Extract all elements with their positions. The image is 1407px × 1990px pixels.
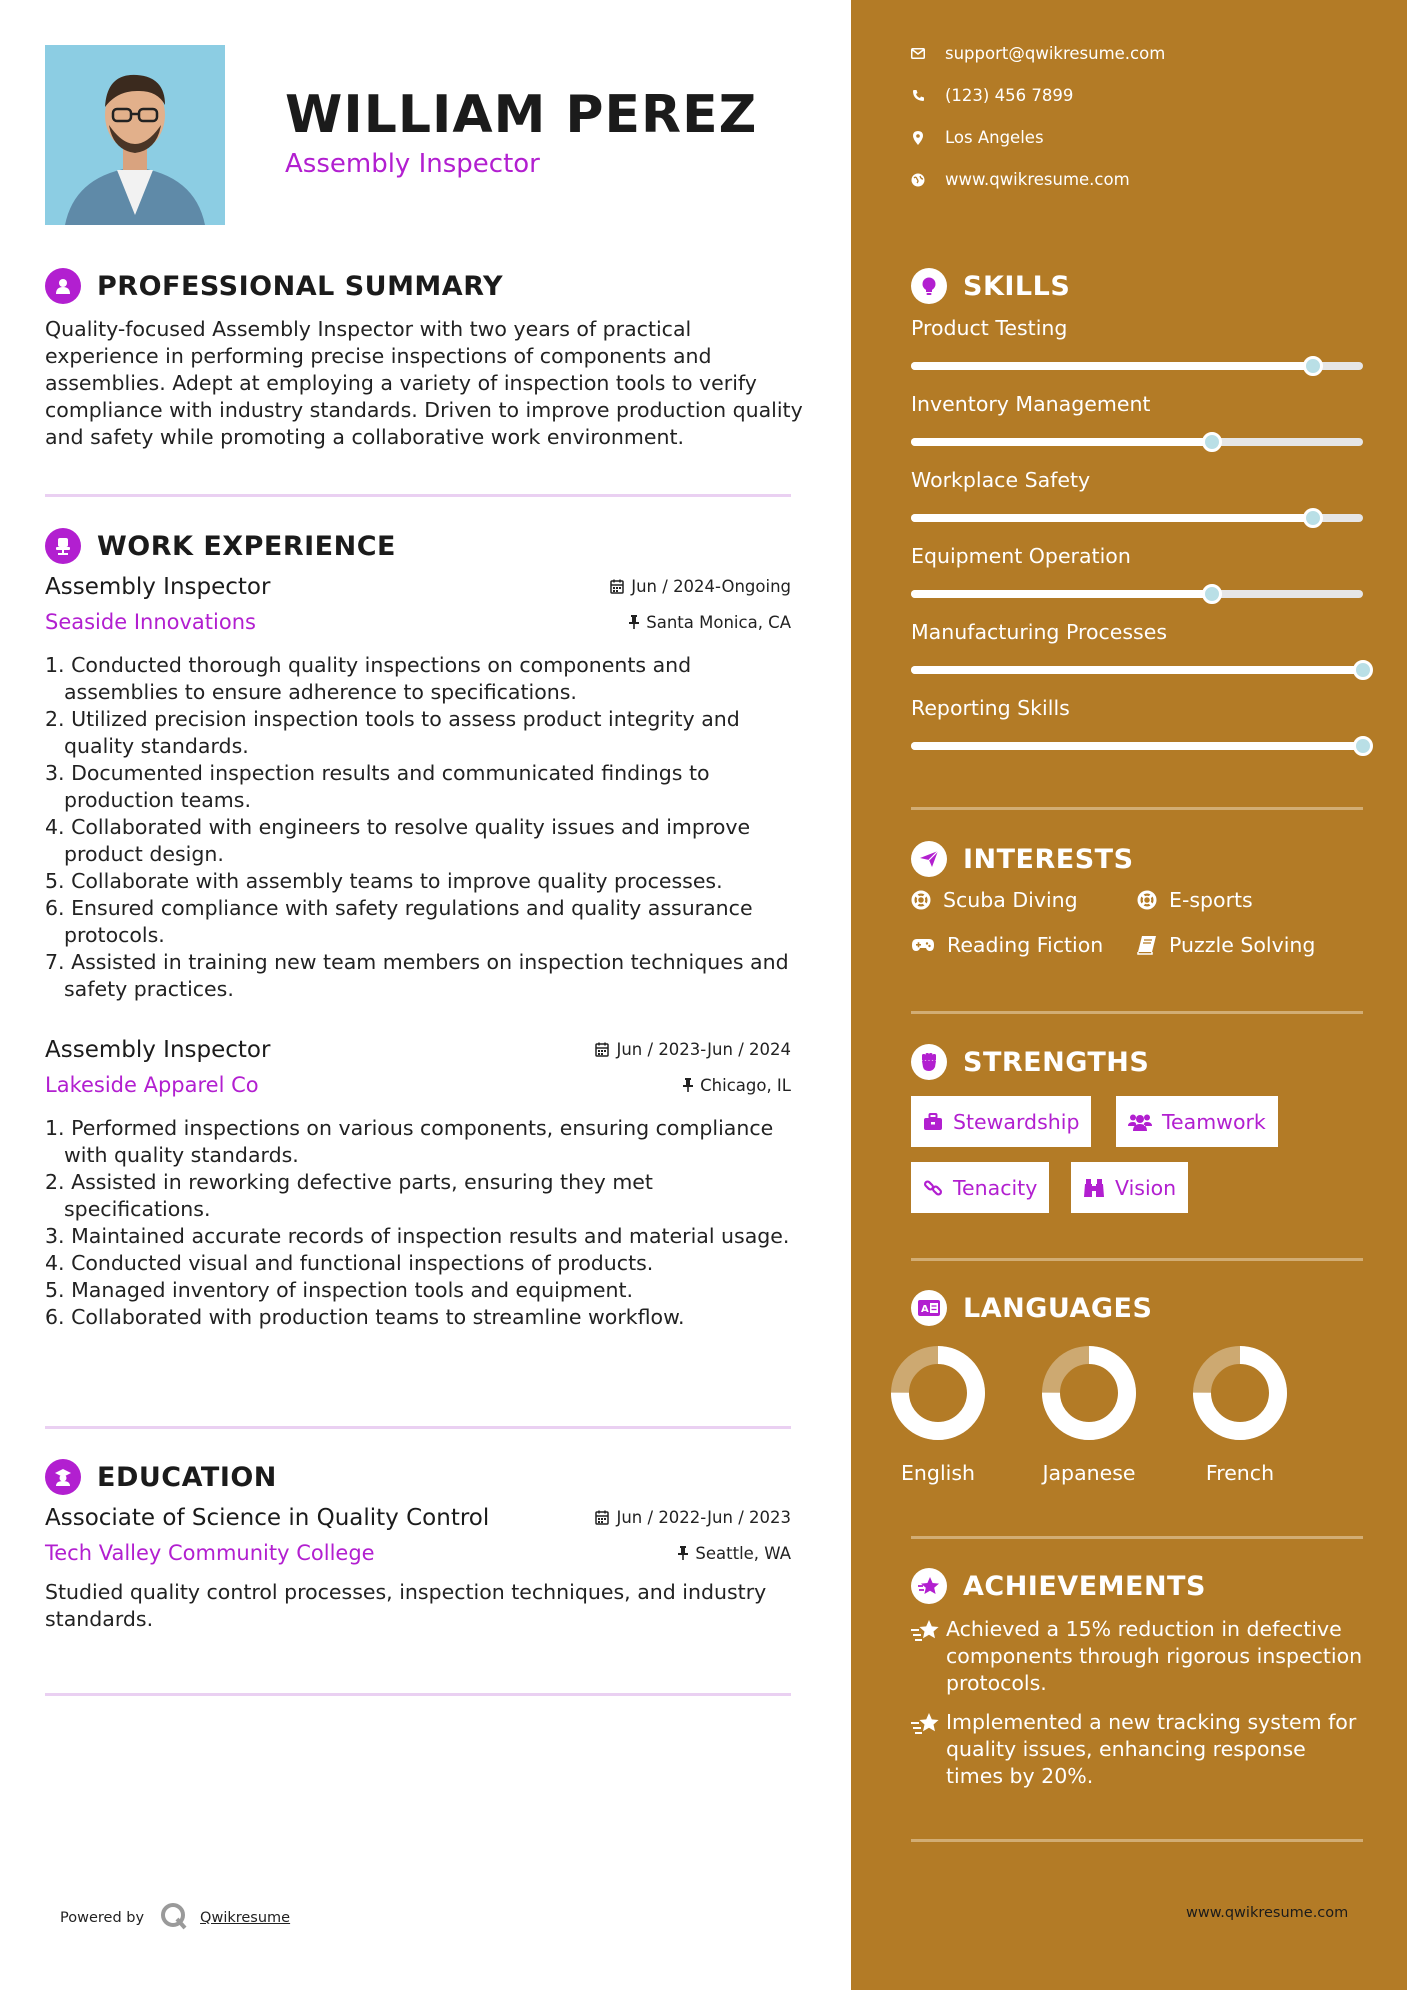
achievement-item (911, 1616, 1363, 1697)
language-item (1165, 1345, 1315, 1485)
skill-knob (1353, 660, 1373, 680)
language-donut (1192, 1345, 1288, 1441)
briefcase-icon (923, 1113, 943, 1131)
strength-chip: Stewardship (911, 1096, 1091, 1147)
skill-bar (911, 362, 1363, 370)
divider (911, 1536, 1363, 1539)
divider (45, 1693, 791, 1696)
profile-photo (45, 45, 225, 225)
list-item: 5. Managed inventory of inspection tools and equipment. (45, 1278, 633, 1302)
language-item (863, 1345, 1013, 1485)
map-marker-icon (911, 131, 925, 145)
job-company: Seaside Innovations (45, 610, 256, 634)
summary-text: Quality-focused Assembly Inspector with two years of practical experience in performing precise inspections of components and assemblies. Adept at employing a variety of inspection tools to verify compliance with industry standards. Driven to improve production quality and safety while promoting a collaborative work environment. (45, 317, 803, 449)
skills-title: SKILLS (963, 270, 1071, 302)
shooting-star-icon (911, 1618, 946, 1697)
list-item: 6. Ensured compliance with safety regulations and quality assurance protocols. (45, 896, 753, 947)
person-name: WILLIAM PEREZ (285, 85, 758, 145)
contact-location: Los Angeles (911, 128, 1044, 147)
star-badge-icon (911, 1568, 947, 1604)
contact-phone[interactable]: (123) 456 7899 (911, 86, 1073, 105)
language-name: Japanese (1042, 1461, 1136, 1485)
job-dates: Jun / 2023-Jun / 2024 (595, 1040, 791, 1059)
education-title: EDUCATION (97, 1461, 277, 1493)
education-location: Seattle, WA (678, 1544, 791, 1563)
svg-text:A: A (921, 1304, 929, 1315)
divider (911, 1839, 1363, 1842)
skill-bar (911, 742, 1363, 750)
skill-knob (1303, 356, 1323, 376)
interests-title: INTERESTS (963, 843, 1134, 875)
envelope-icon (911, 48, 925, 59)
phone-icon (911, 89, 925, 102)
fist-icon (911, 1044, 947, 1080)
lifebuoy-icon (911, 890, 931, 910)
book-icon (1137, 935, 1157, 955)
users-icon (1128, 1113, 1152, 1131)
languages-heading (911, 1290, 1152, 1326)
education-dates: Jun / 2022-Jun / 2023 (595, 1508, 791, 1527)
list-item: 2. Utilized precision inspection tools to assess product integrity and quality standards. (45, 707, 740, 758)
duty-list (45, 652, 791, 1003)
list-item: 7. Assisted in training new team members on inspection techniques and safety practices. (45, 950, 789, 1001)
job-entry (45, 574, 791, 1003)
graduate-icon (45, 1459, 81, 1495)
language-donut (1041, 1345, 1137, 1441)
interest-item: Reading Fiction (911, 933, 1103, 957)
qwikresume-logo-icon (160, 1902, 188, 1934)
skills-heading (911, 268, 1070, 304)
list-item: 5. Collaborate with assembly teams to improve quality processes. (45, 869, 723, 893)
achievements-title: ACHIEVEMENTS (963, 1570, 1206, 1602)
strengths-title: STRENGTHS (963, 1046, 1150, 1078)
divider (45, 1426, 791, 1429)
job-entry (45, 1037, 791, 1331)
job-location: Santa Monica, CA (629, 613, 791, 632)
globe-icon (911, 173, 925, 187)
translate-icon (911, 1290, 947, 1326)
language-name: English (900, 1461, 976, 1485)
school: Tech Valley Community College (45, 1541, 375, 1565)
skill-knob (1303, 508, 1323, 528)
binoculars-icon (1083, 1178, 1105, 1198)
skill-name: Equipment Operation (911, 544, 1131, 568)
list-item: 3. Documented inspection results and communicated findings to production teams. (45, 761, 710, 812)
list-item: 1. Performed inspections on various components, ensuring compliance with quality standards. (45, 1116, 774, 1167)
pin-icon (629, 615, 639, 629)
list-item: 2. Assisted in reworking defective parts, ensuring they met specifications. (45, 1170, 653, 1221)
job-company: Lakeside Apparel Co (45, 1073, 259, 1097)
chair-icon (45, 528, 81, 564)
interest-item: E-sports (1137, 888, 1253, 912)
paper-plane-icon (911, 841, 947, 877)
skill-name: Product Testing (911, 316, 1068, 340)
lifebuoy-icon (1137, 890, 1157, 910)
job-location: Chicago, IL (683, 1076, 791, 1095)
skill-item (911, 468, 1363, 522)
degree: Associate of Science in Quality Control (45, 1505, 490, 1531)
skill-item (911, 620, 1363, 674)
skill-name: Inventory Management (911, 392, 1151, 416)
skill-item (911, 544, 1363, 598)
lightbulb-icon (911, 268, 947, 304)
experience-heading (45, 528, 396, 564)
skill-name: Reporting Skills (911, 696, 1070, 720)
divider (911, 1258, 1363, 1261)
link-icon (923, 1178, 943, 1198)
gamepad-icon (911, 937, 935, 953)
calendar-icon (595, 1042, 609, 1057)
skill-bar (911, 438, 1363, 446)
achievement-text: Implemented a new tracking system for quality issues, enhancing response times by 20%. (946, 1710, 1357, 1788)
contact-website[interactable]: www.qwikresume.com (911, 170, 1130, 189)
divider (911, 1011, 1363, 1014)
language-donut (890, 1345, 986, 1441)
divider (45, 494, 791, 497)
sidebar (851, 0, 1407, 1990)
powered-by: Powered by Qwikresume (60, 1902, 290, 1934)
experience-title: WORK EXPERIENCE (97, 530, 396, 562)
strength-chip: Teamwork (1116, 1096, 1278, 1147)
skill-name: Manufacturing Processes (911, 620, 1168, 644)
summary-heading (45, 268, 503, 304)
list-item: 1. Conducted thorough quality inspections on components and assemblies to ensure adherence to specifications. (45, 653, 692, 704)
contact-email[interactable]: support@qwikresume.com (911, 44, 1165, 63)
job-role: Assembly Inspector (45, 574, 271, 600)
pin-icon (678, 1546, 688, 1560)
interest-item: Puzzle Solving (1137, 933, 1315, 957)
language-name: French (1205, 1461, 1275, 1485)
qwikresume-link[interactable]: Qwikresume (200, 1910, 291, 1926)
skill-knob (1353, 736, 1373, 756)
job-dates: Jun / 2024-Ongoing (610, 577, 791, 596)
skill-item (911, 696, 1363, 750)
job-role: Assembly Inspector (45, 1037, 271, 1063)
pin-icon (683, 1078, 693, 1092)
calendar-icon (610, 579, 624, 594)
skill-item (911, 316, 1363, 370)
skill-knob (1202, 584, 1222, 604)
interest-item: Scuba Diving (911, 888, 1078, 912)
education-entry (45, 1505, 791, 1633)
summary-title: PROFESSIONAL SUMMARY (97, 270, 504, 302)
achievement-text: Achieved a 15% reduction in defective components through rigorous inspection protocols. (946, 1617, 1363, 1695)
interests-heading (911, 841, 1134, 877)
skill-name: Workplace Safety (911, 468, 1091, 492)
duty-list (45, 1115, 791, 1331)
languages-title: LANGUAGES (963, 1292, 1153, 1324)
calendar-icon (595, 1510, 609, 1525)
skill-item (911, 392, 1363, 446)
user-icon (45, 268, 81, 304)
strengths-heading (911, 1044, 1149, 1080)
skill-bar (911, 590, 1363, 598)
skill-knob (1202, 432, 1222, 452)
list-item: 4. Conducted visual and functional inspections of products. (45, 1251, 654, 1275)
language-item (1014, 1345, 1164, 1485)
shooting-star-icon (911, 1711, 946, 1790)
list-item: 3. Maintained accurate records of inspection results and material usage. (45, 1224, 790, 1248)
achievements-heading (911, 1568, 1206, 1604)
skill-bar (911, 666, 1363, 674)
education-description: Studied quality control processes, inspection techniques, and industry standards. (45, 1580, 767, 1631)
list-item: 6. Collaborated with production teams to streamline workflow. (45, 1305, 685, 1329)
footer-url[interactable]: www.qwikresume.com (1186, 1905, 1349, 1921)
strength-chip: Vision (1071, 1162, 1188, 1213)
skill-bar (911, 514, 1363, 522)
achievement-item (911, 1709, 1363, 1790)
strength-chip: Tenacity (911, 1162, 1049, 1213)
divider (911, 807, 1363, 810)
list-item: 4. Collaborated with engineers to resolve quality issues and improve product design. (45, 815, 751, 866)
education-heading (45, 1459, 277, 1495)
person-title: Assembly Inspector (285, 149, 540, 179)
